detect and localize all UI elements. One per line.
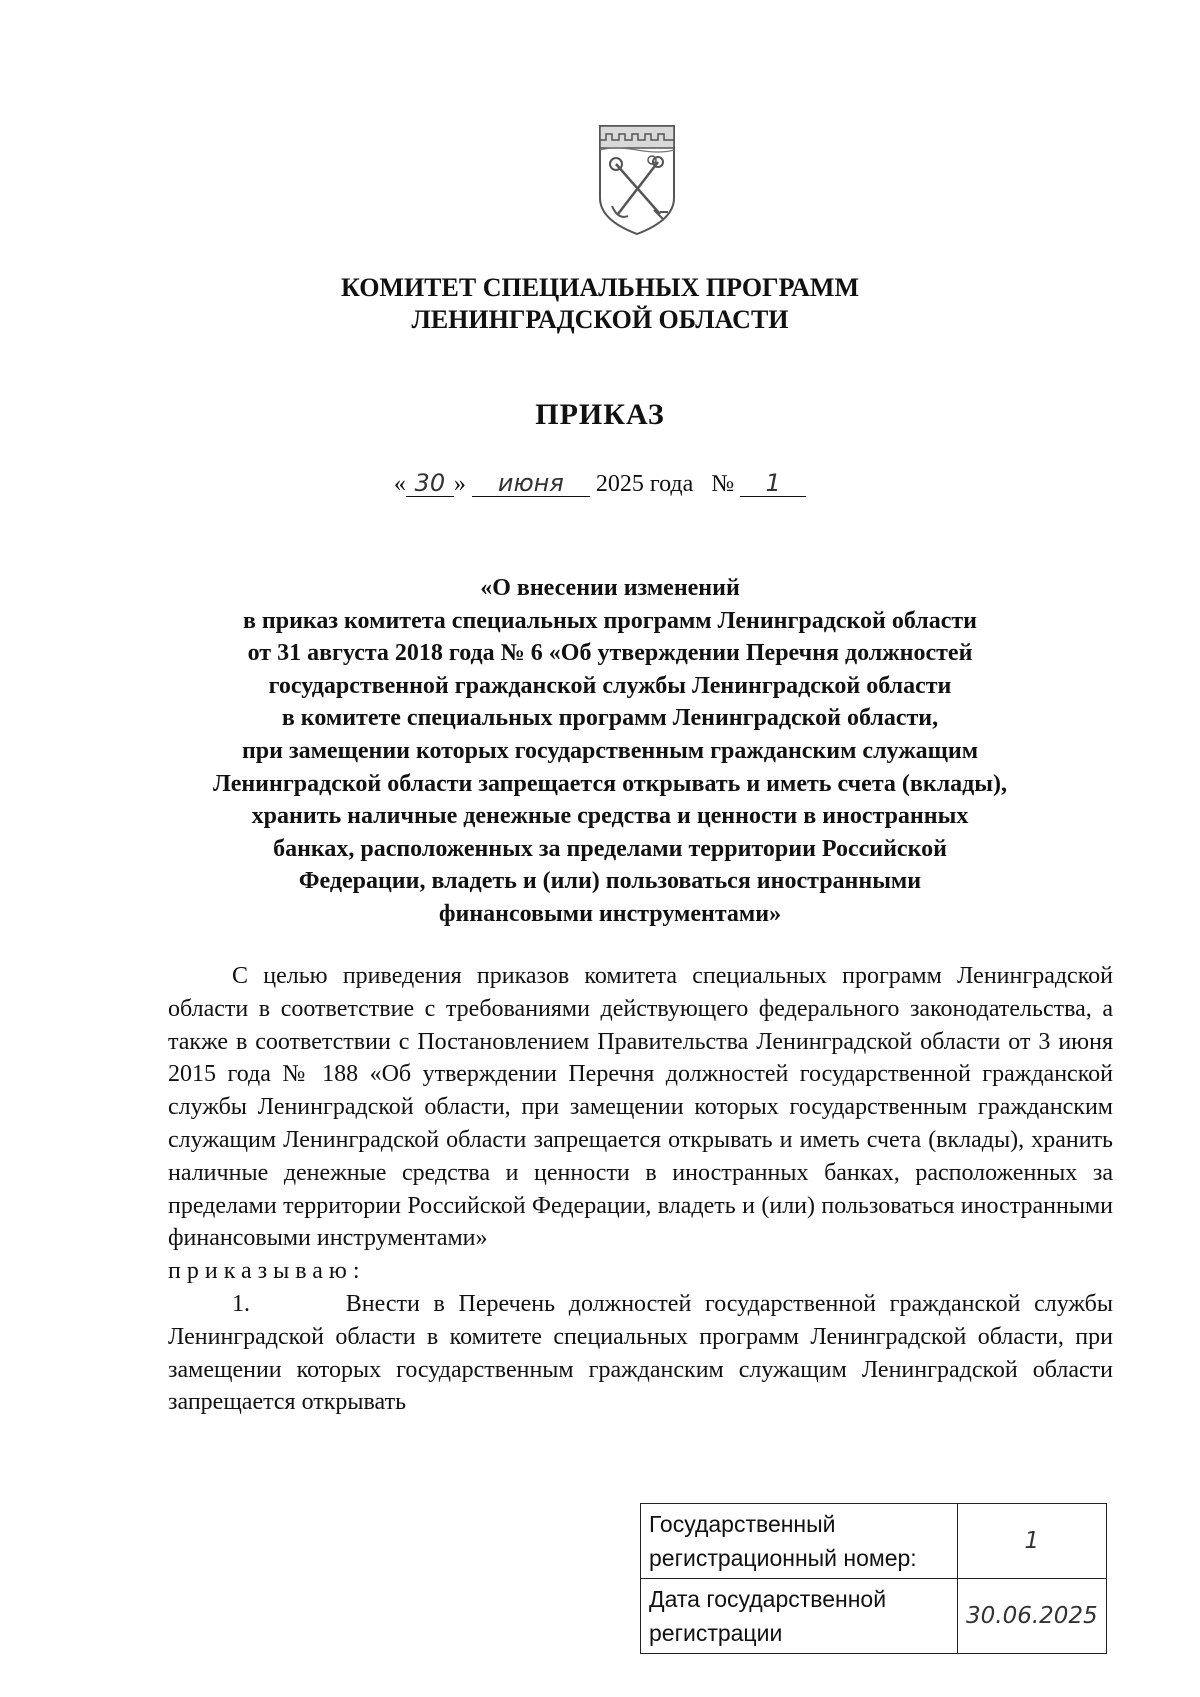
title-line: Федерации, владеть и (или) пользоваться иностранными xyxy=(298,868,922,895)
close-quote: » xyxy=(453,471,466,497)
reg-date-label: Дата государственной регистрации xyxy=(641,1579,958,1654)
title-line: при замещении которых государственным гражданским служащим xyxy=(241,737,979,764)
coat-of-arms-icon xyxy=(594,120,680,238)
number-sign: № xyxy=(711,471,735,497)
title-line: от 31 августа 2018 года № 6 «Об утверждении Перечня должностей xyxy=(247,640,973,667)
organization-name-line-1: КОМИТЕТ СПЕЦИАЛЬНЫХ ПРОГРАММ xyxy=(340,273,859,302)
organization-name-line-2: ЛЕНИНГРАДСКОЙ ОБЛАСТИ xyxy=(411,305,789,334)
title-line: хранить наличные денежные средства и ценности в иностранных xyxy=(251,803,969,830)
reg-date-value: 30.06.2025 xyxy=(958,1579,1107,1654)
reg-number-value: 1 xyxy=(958,1504,1107,1579)
title-line: банках, расположенных за пределами территории Российской xyxy=(273,835,947,862)
title-line: в комитете специальных программ Ленинградской области, xyxy=(281,705,939,732)
title-line: в приказ комитета специальных программ Ленинградской области xyxy=(242,607,978,634)
open-quote: « xyxy=(393,471,406,497)
document-body xyxy=(168,960,1113,1419)
reg-number-label: Государственный регистрационный номер: xyxy=(641,1504,958,1579)
item-1-number: 1. xyxy=(232,1290,250,1317)
document-type: ПРИКАЗ xyxy=(535,398,665,431)
coat-of-arms-emblem xyxy=(594,120,680,238)
preamble-paragraph: С целью приведения приказов комитета специальных программ Ленинградской области в соответствие с требованиями действующего федерального законодательства, а также в соответствии с Постановлением Правительства Ленинградской области от 3 июня 2015 года № 188 «Об утверждении Перечня должностей государственной гражданской службы Ленинградской области, при замещении которых государственным гражданским служащим Ленинградской области запрещается открывать и иметь счета (вклады), хранить наличные денежные средства и ценности в иностранных банках, расположенных за пределами территории Российской Федерации, владеть и (или) пользоваться иностранными финансовыми инструментами» xyxy=(168,963,1113,1252)
title-line: государственной гражданской службы Ленинградской области xyxy=(268,672,952,699)
handwritten-month: июня xyxy=(472,470,590,497)
title-line: финансовыми инструментами» xyxy=(438,900,782,927)
organization-name xyxy=(0,272,1200,336)
item-1-text: Внести в Перечень должностей государственной гражданской службы Ленинградской области в комитете специальных программ Ленинградской области, при замещении которых государственным гражданским служащим Ленинградской области запрещается открывать xyxy=(168,1290,1114,1416)
year-text: 2025 года xyxy=(595,471,694,497)
handwritten-number: 1 xyxy=(740,470,806,497)
title-line: Ленинградской области запрещается открывать и иметь счета (вклады), xyxy=(212,770,1008,797)
table-row xyxy=(641,1504,1107,1579)
date-number-line xyxy=(0,470,1200,498)
title-line: «О внесении изменений xyxy=(480,575,740,601)
item-1-paragraph xyxy=(168,1288,1113,1419)
handwritten-day: 30 xyxy=(406,470,454,497)
order-word: приказываю: xyxy=(168,1258,366,1285)
document-title xyxy=(150,572,1070,931)
table-row xyxy=(641,1579,1107,1654)
registration-stamp-table xyxy=(640,1503,1107,1654)
